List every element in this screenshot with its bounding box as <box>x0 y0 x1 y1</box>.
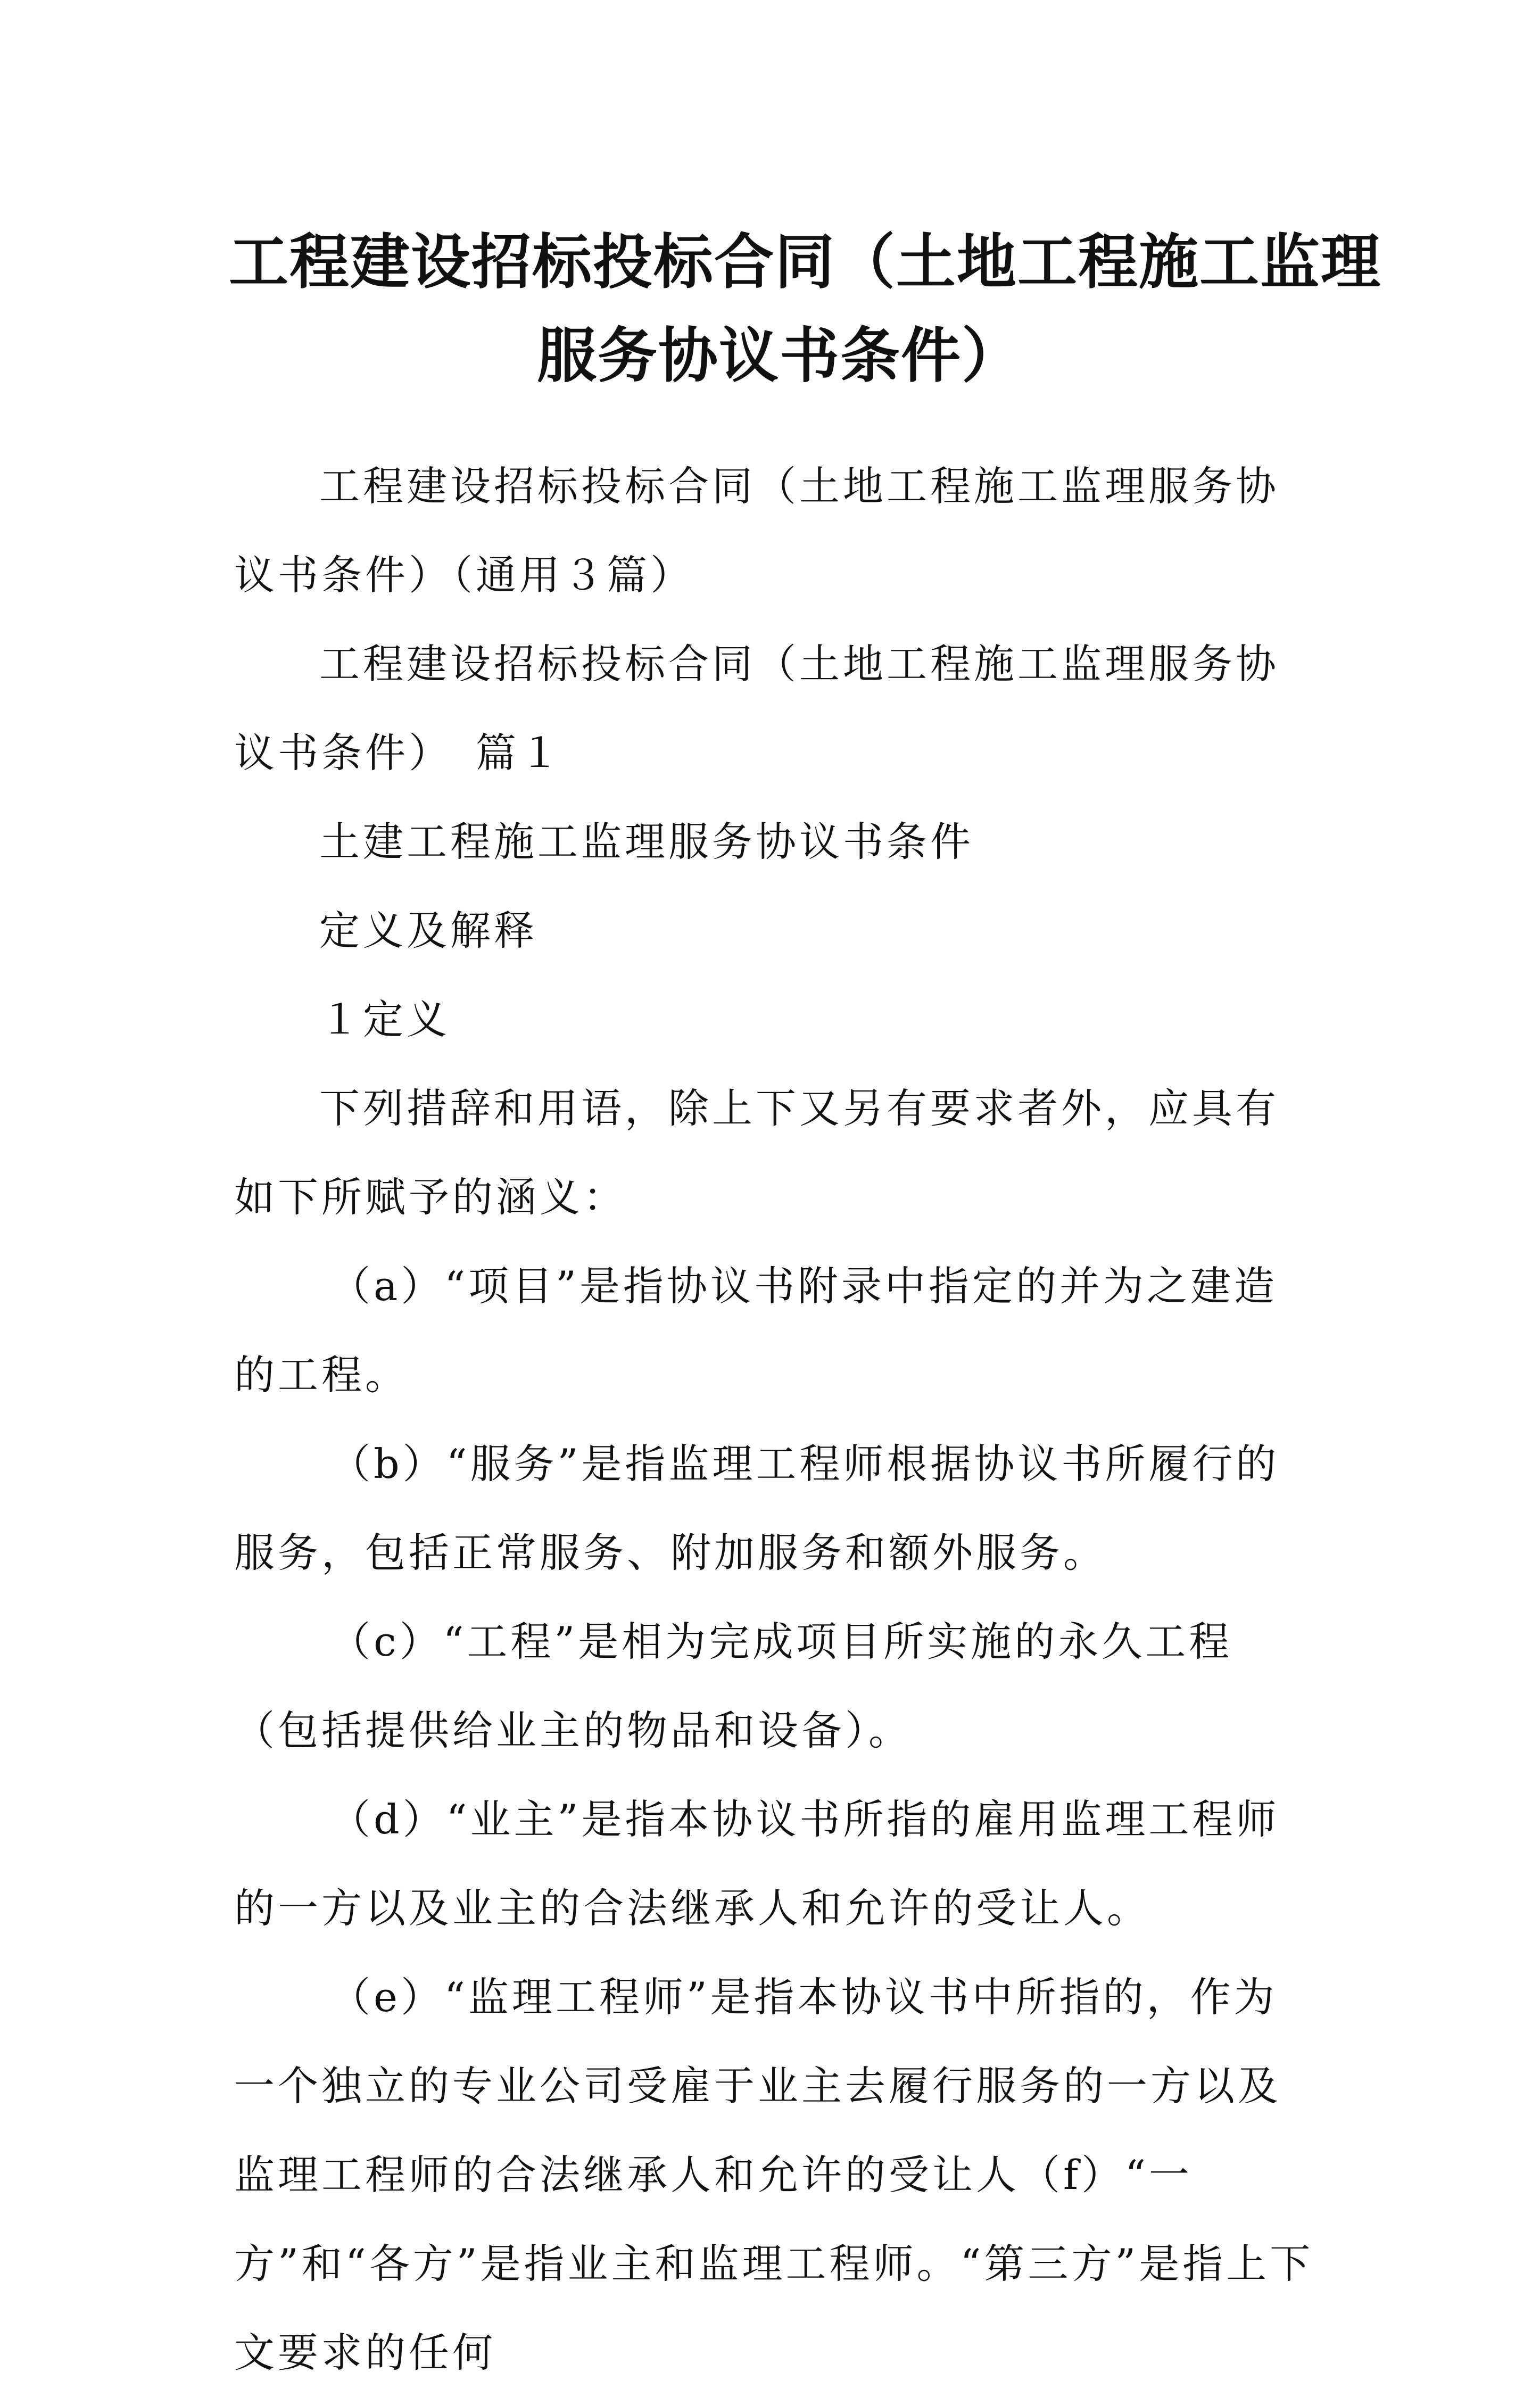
title-line-2: 服务协议书条件） <box>537 321 1022 391</box>
document-body <box>234 442 1320 2397</box>
paragraph-contract-name: 土建工程施工监理服务协议书条件 <box>319 818 974 865</box>
title-line-1: 工程建设招标投标合同（土地工程施工监理 <box>229 228 1381 297</box>
paragraph-definition-b: （b）“服务”是指监理工程师根据协议书所履行的服务，包括正常服务、附加服务和额外服务。 <box>234 1440 1280 1576</box>
paragraph-definition-e: （e）“监理工程师”是指本协议书中所指的，作为一个独立的专业公司受雇于业主去履行服务的一方以及监理工程师的合法继承人和允许的受让人（f）“一方”和“各方”是指业主和监理工程师。“第三方”是指上下文要求的任何 <box>234 1973 1314 2376</box>
paragraph-subtitle: 工程建设招标投标合同（土地工程施工监理服务协议书条件）（通用３篇） <box>234 462 1279 599</box>
document-title <box>229 216 1381 403</box>
paragraph-definition-a: （a）“项目”是指协议书附录中指定的并为之建造的工程。 <box>234 1262 1278 1399</box>
paragraph-definitions-intro: 下列措辞和用语，除上下又另有要求者外，应具有如下所赋予的涵义： <box>234 1085 1279 1221</box>
paragraph-definition-d: （d）“业主”是指本协议书所指的雇用监理工程师的一方以及业主的合法继承人和允许的受让人。 <box>234 1796 1280 1932</box>
paragraph-definition-c: （c）“工程”是相为完成项目所实施的永久工程（包括提供给业主的物品和设备）。 <box>234 1618 1233 1754</box>
paragraph-section-heading: 工程建设招标投标合同（土地工程施工监理服务协议书条件） 篇１ <box>234 640 1279 776</box>
paragraph-definitions-heading: 定义及解释 <box>319 907 537 954</box>
paragraph-clause-1: １定义 <box>319 996 450 1043</box>
